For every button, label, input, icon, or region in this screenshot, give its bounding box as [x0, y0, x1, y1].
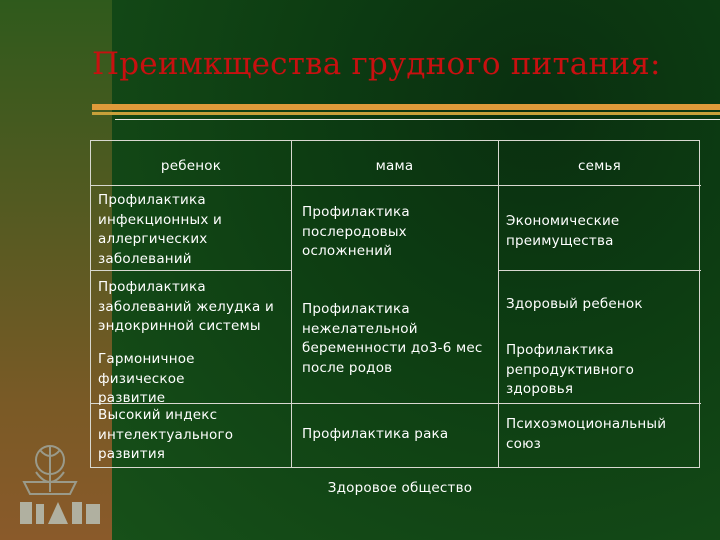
row-divider [91, 185, 291, 186]
title-underline-gold [92, 112, 720, 115]
column-divider [291, 141, 292, 467]
mother-benefit-cell: Профилактика нежелательной беременности до3-6 мес после родов [302, 301, 483, 376]
header-child: ребенок [160, 158, 222, 174]
benefits-table [90, 140, 700, 468]
column-divider [498, 141, 499, 467]
family-benefit-cell: Здоровый ребенок [506, 296, 643, 312]
child-benefit-cell: Профилактика заболеваний желудка и эндокринной системы [98, 279, 274, 334]
header-family: семья [578, 158, 621, 174]
title-underline-white [115, 119, 720, 120]
university-emblem-icon [10, 432, 110, 532]
table-footer-text: Здоровое общество [327, 480, 473, 496]
family-benefit-cell: Профилактика репродуктивного здоровья [506, 342, 635, 397]
row-divider [91, 270, 291, 271]
mother-benefit-cell: Профилактика послеродовых осложнений [302, 204, 410, 259]
family-benefit-cell: Психоэмоциональный союз [506, 416, 667, 452]
mother-benefit-cell: Профилактика рака [302, 426, 449, 442]
family-benefit-cell: Экономические преимущества [506, 213, 620, 249]
title-underline-orange [92, 104, 720, 110]
slide-title: Преимкщества грудного питания: [92, 46, 661, 82]
child-benefit-cell: Высокий индекс интелектуального развития [98, 407, 234, 462]
header-mother: мама [375, 158, 414, 174]
child-benefit-cell: Гармоничное физическое развитие [98, 351, 195, 406]
child-benefit-cell: Профилактика инфекционных и аллергических заболеваний [98, 192, 222, 267]
row-divider [498, 185, 701, 186]
row-divider [498, 270, 701, 271]
row-divider [291, 185, 498, 186]
